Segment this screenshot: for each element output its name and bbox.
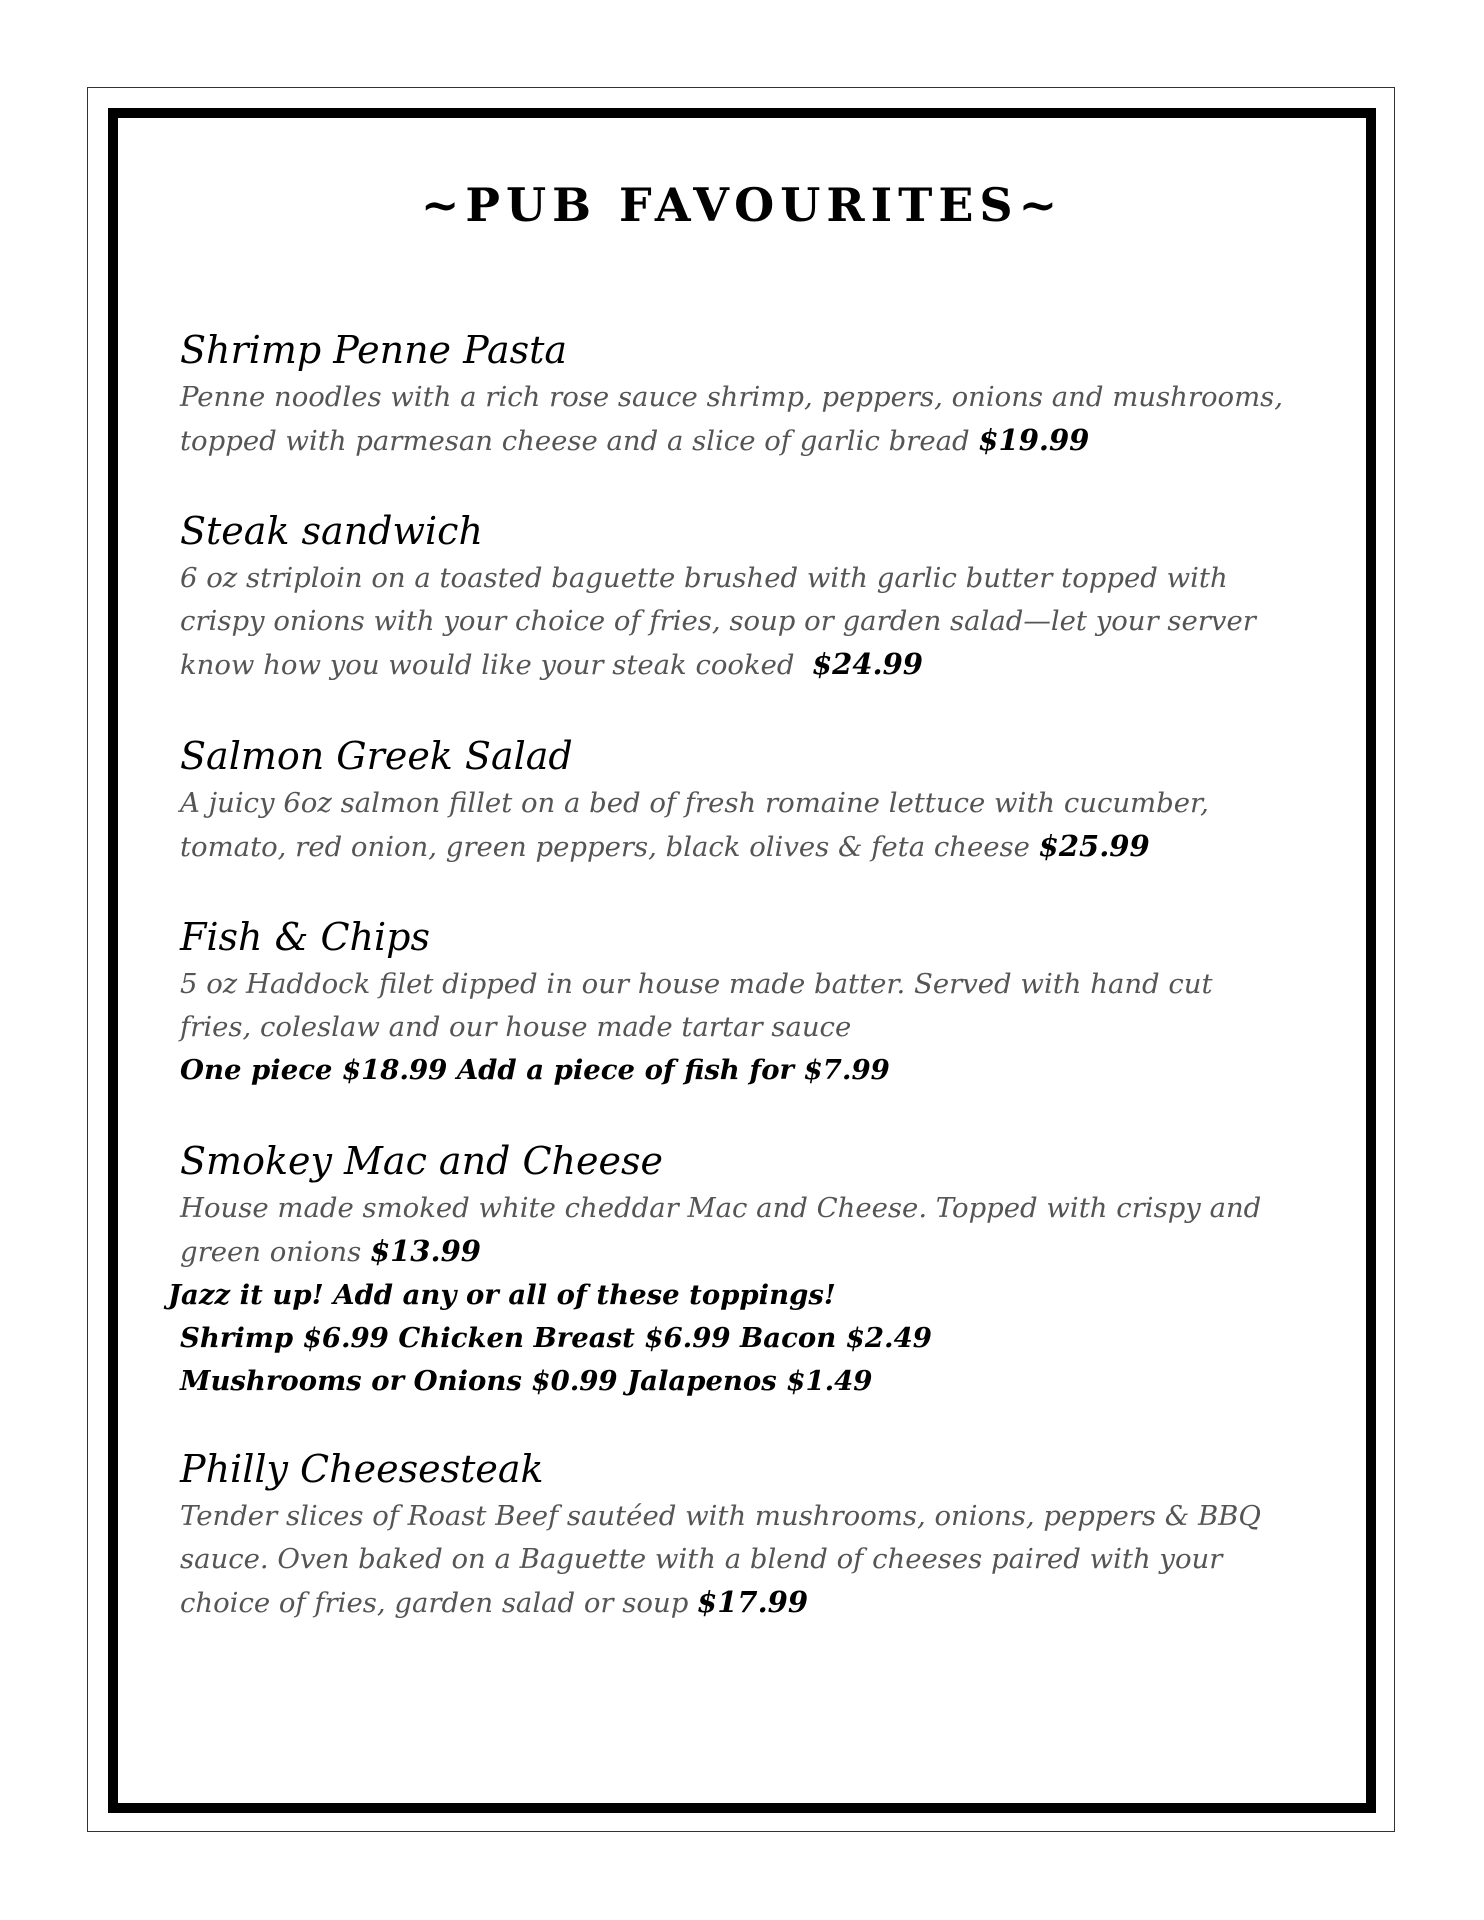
description-text: know how you would like your steak cooked bbox=[180, 649, 795, 681]
item-name: Salmon Greek Salad bbox=[180, 734, 573, 778]
item-name: Smokey Mac and Cheese bbox=[180, 1139, 663, 1183]
description-line: Tender slices of Roast Beef sautéed with mushrooms, onions, peppers & BBQ bbox=[180, 1500, 1261, 1532]
page-title: ~PUB FAVOURITES~ bbox=[420, 178, 1064, 232]
description-line bbox=[180, 643, 1300, 687]
menu-item-smokey-mac-and-cheese bbox=[168, 1135, 1300, 1403]
item-description bbox=[180, 782, 1300, 869]
item-price: $17.99 bbox=[697, 1585, 809, 1619]
description-text: tomato, red onion, green peppers, black olives & feta cheese bbox=[180, 831, 1030, 863]
description-line: fries, coleslaw and our house made tartar sauce bbox=[180, 1011, 852, 1043]
item-name: Philly Cheesesteak bbox=[180, 1447, 544, 1491]
description-line: A juicy 6oz salmon fillet on a bed of fresh romaine lettuce with cucumber, bbox=[180, 787, 1209, 819]
description-line: Penne noodles with a rich rose sauce shrimp, peppers, onions and mushrooms, bbox=[180, 381, 1284, 413]
item-description bbox=[180, 557, 1300, 687]
description-line: 5 oz Haddock filet dipped in our house made batter. Served with hand cut bbox=[180, 968, 1213, 1000]
item-name: Steak sandwich bbox=[180, 509, 483, 553]
description-line bbox=[180, 1581, 1300, 1625]
description-line bbox=[180, 419, 1300, 463]
item-price: $25.99 bbox=[1038, 829, 1150, 863]
description-line: 6 oz striploin on a toasted baguette brushed with garlic butter topped with bbox=[180, 562, 1228, 594]
item-price: $19.99 bbox=[978, 423, 1090, 457]
item-description bbox=[180, 963, 1300, 1049]
item-pricing-options: One piece $18.99 Add a piece of fish for $7.99 bbox=[180, 1054, 890, 1086]
item-price: $24.99 bbox=[812, 647, 923, 681]
toppings-line: Shrimp $6.99 Chicken Breast $6.99 Bacon $2.49 bbox=[180, 1322, 932, 1354]
menu-item-fish-and-chips bbox=[180, 911, 1300, 1092]
item-name: Fish & Chips bbox=[180, 915, 431, 959]
menu-item-philly-cheesesteak bbox=[180, 1443, 1300, 1625]
description-line: sauce. Oven baked on a Baguette with a blend of cheeses paired with your bbox=[180, 1543, 1223, 1575]
item-description bbox=[180, 1187, 1300, 1274]
item-price: $13.99 bbox=[369, 1234, 481, 1268]
menu-item-shrimp-penne-pasta bbox=[180, 324, 1300, 463]
description-text: choice of fries, garden salad or soup bbox=[180, 1587, 689, 1619]
description-line: crispy onions with your choice of fries, soup or garden salad—let your server bbox=[180, 605, 1256, 637]
menu-item-salmon-greek-salad bbox=[180, 730, 1300, 869]
item-name: Shrimp Penne Pasta bbox=[180, 328, 568, 372]
description-line bbox=[180, 825, 1300, 869]
toppings-heading: Jazz it up! Add any or all of these toppings! bbox=[168, 1279, 836, 1311]
description-text: green onions bbox=[180, 1236, 362, 1268]
description-line bbox=[180, 1230, 1300, 1274]
item-description bbox=[180, 1495, 1300, 1625]
menu-item-steak-sandwich bbox=[180, 505, 1300, 687]
description-line: House made smoked white cheddar Mac and Cheese. Topped with crispy and bbox=[180, 1192, 1262, 1224]
item-description bbox=[180, 376, 1300, 463]
toppings-line: Mushrooms or Onions $0.99 Jalapenos $1.49 bbox=[180, 1365, 873, 1397]
description-text: topped with parmesan cheese and a slice of garlic bread bbox=[180, 425, 970, 457]
